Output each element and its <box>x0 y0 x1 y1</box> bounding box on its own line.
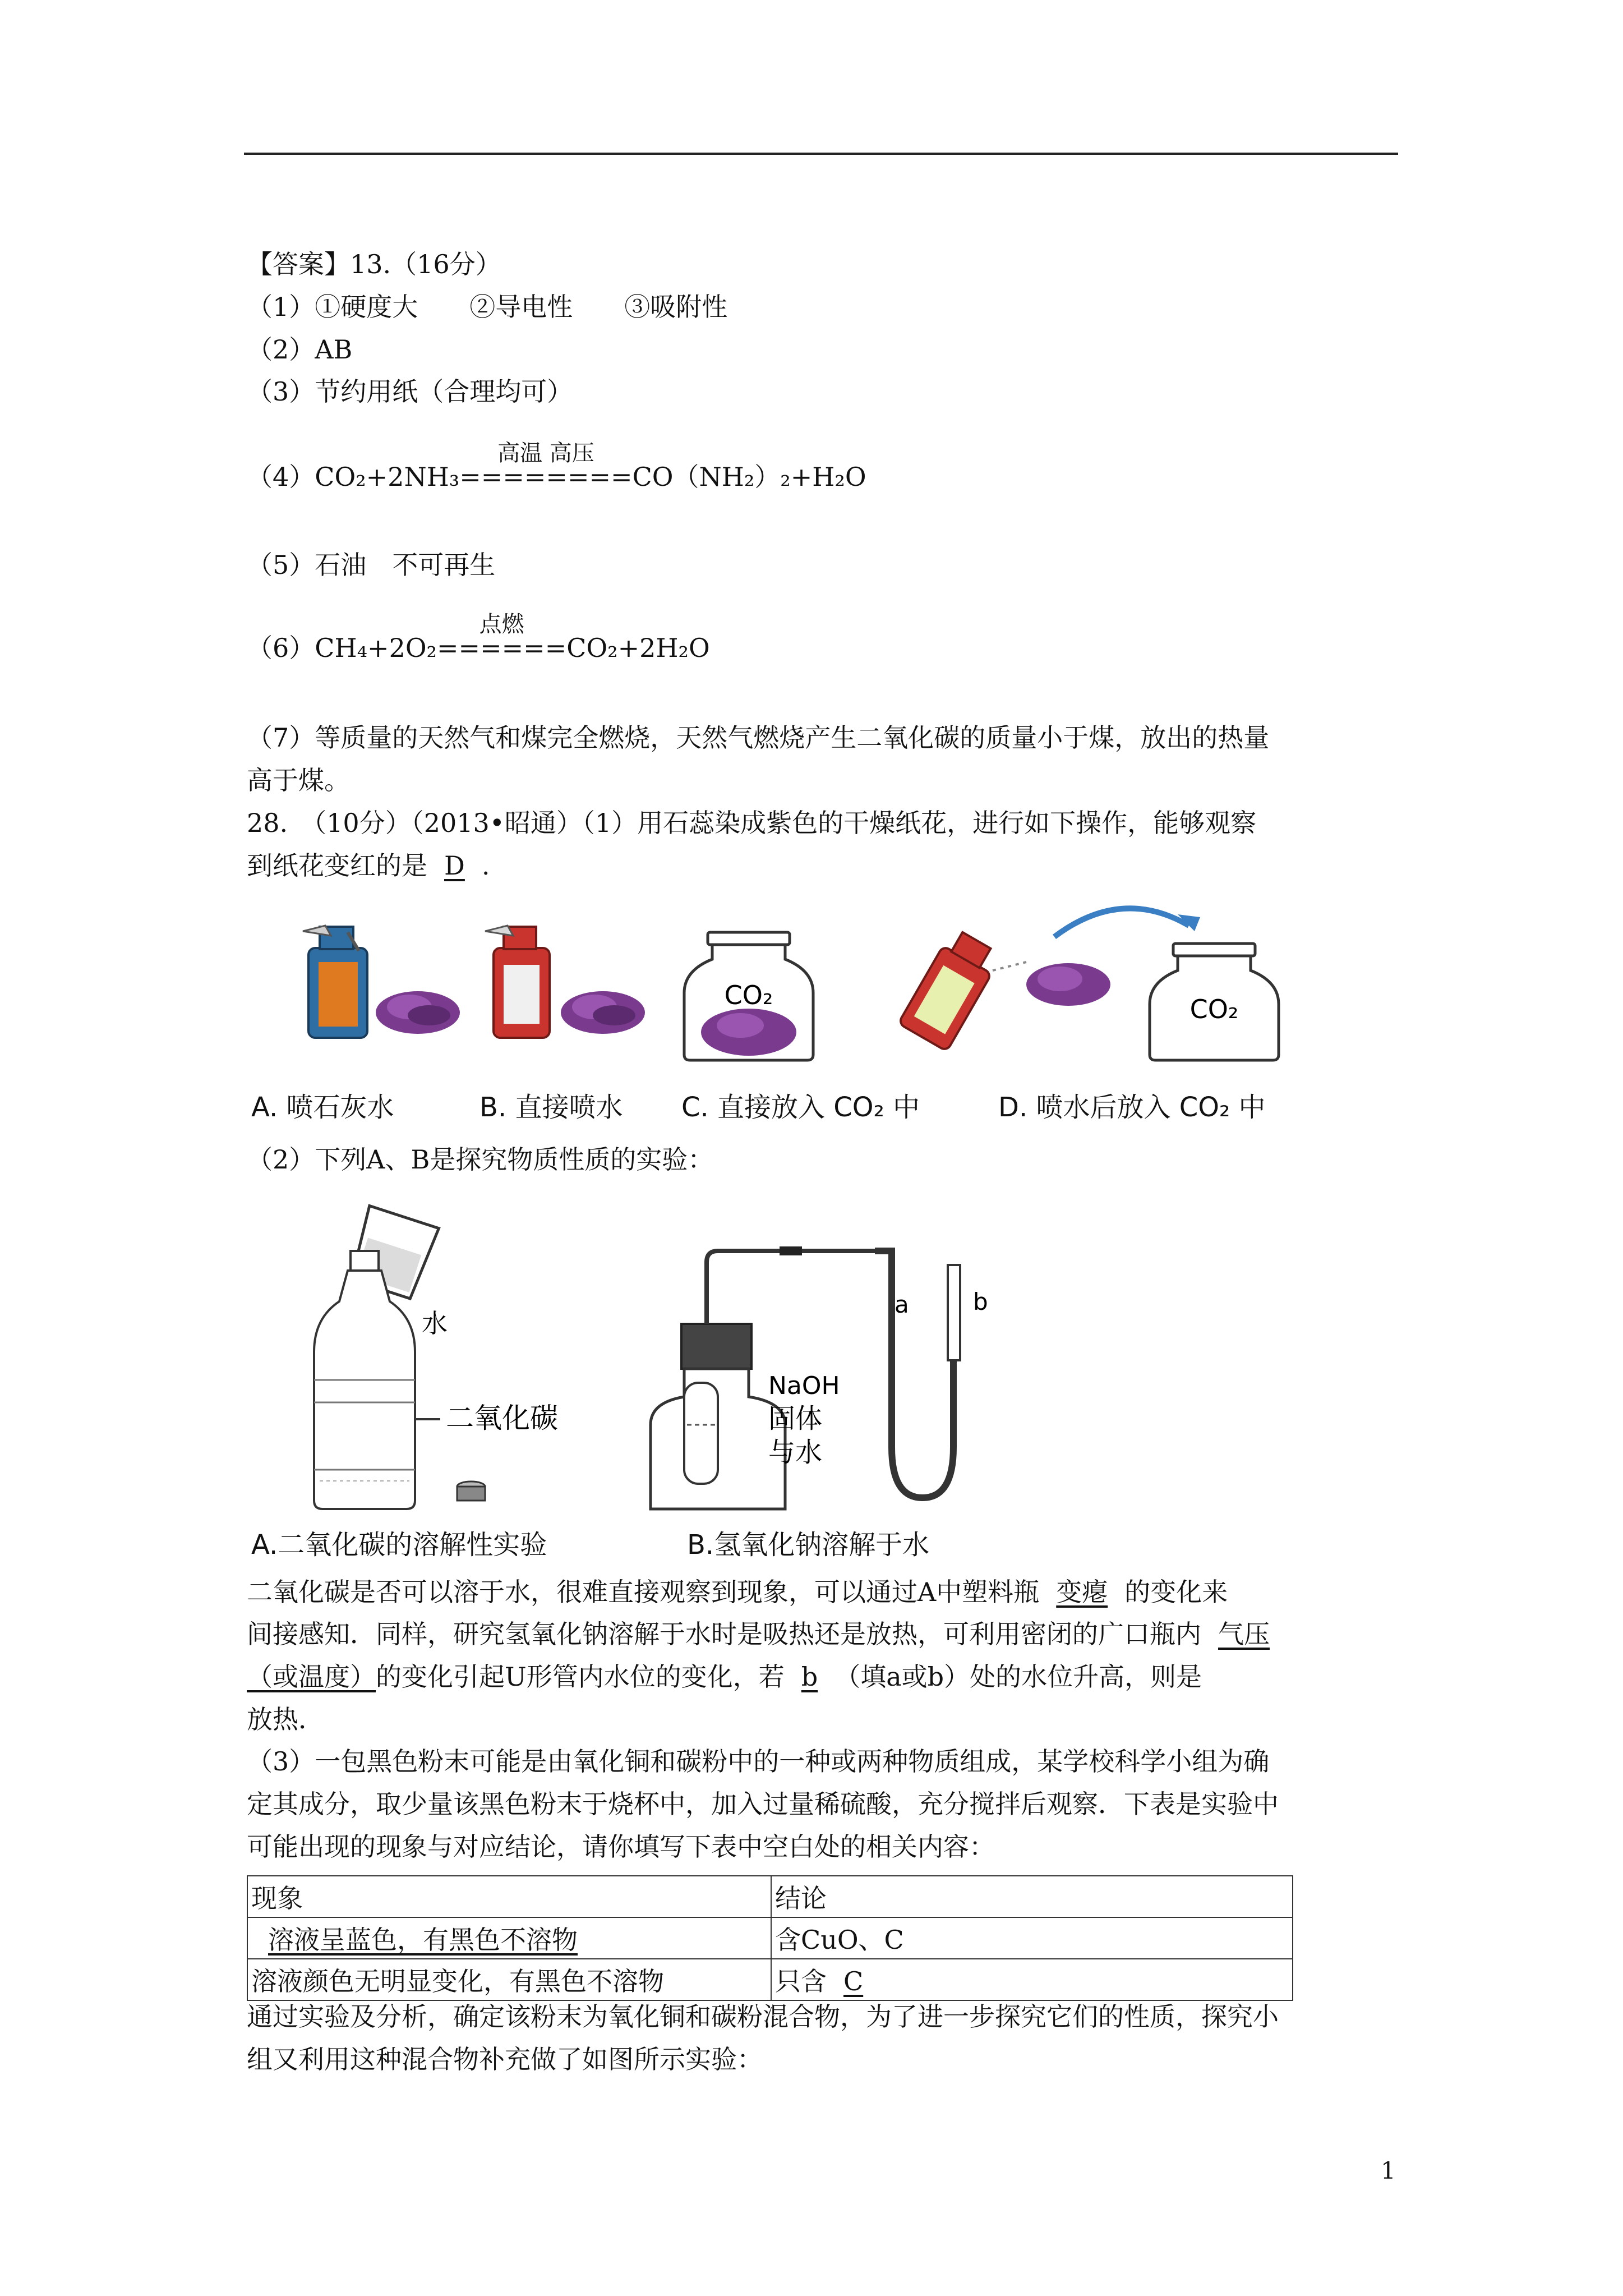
equation-6-condition: 点燃 <box>479 611 524 637</box>
table-cell: 含CuO、C <box>771 1917 1293 1959</box>
table-cell-prefix: 只含 <box>775 1966 827 1996</box>
part-2-line-3-mid: 的变化引起U形管内水位的变化，若 <box>376 1662 785 1692</box>
answer-line-7a: （7）等质量的天然气和煤完全燃烧，天然气燃烧产生二氧化碳的质量小于煤，放出的热量 <box>247 723 1270 753</box>
co2-jar-d-label: CO₂ <box>1189 994 1239 1024</box>
purple-flower-d-icon <box>1026 963 1110 1006</box>
naoh-water-label: 与水 <box>768 1437 823 1468</box>
bottle-cap-icon <box>457 1481 485 1501</box>
answer-blank-deflated: 变瘪 <box>1056 1577 1108 1607</box>
answer-line-5: （5）石油 不可再生 <box>247 550 496 580</box>
equation-4-right: CO（NH₂）₂+H₂O <box>632 462 866 492</box>
part-2-line-1-pre: 二氧化碳是否可以溶于水，很难直接观察到现象，可以通过A中塑料瓶 <box>247 1577 1040 1607</box>
answer-blank-temperature: （或温度） <box>247 1662 376 1692</box>
table-header-row <box>247 1876 1293 1917</box>
co2-jar-c-label: CO₂ <box>724 980 773 1010</box>
answer-blank-c: C <box>843 1966 864 1996</box>
equation-6-right: CO₂+2H₂O <box>566 633 710 663</box>
answer-line-6 <box>247 611 710 665</box>
page-number: 1 <box>1381 2157 1396 2184</box>
line-6-prefix: （6） <box>247 633 315 663</box>
equation-6-left: CH₄+2O₂ <box>315 633 437 663</box>
answer-blank-d: D <box>444 850 465 881</box>
option-b-caption: B. 直接喷水 <box>479 1092 623 1123</box>
table-row <box>247 1959 1293 2000</box>
naoh-label: NaOH <box>768 1372 840 1400</box>
answer-line-7b: 高于煤。 <box>247 765 350 795</box>
u-tube-a-label: a <box>895 1291 909 1318</box>
figure-a-caption: A.二氧化碳的溶解性实验 <box>251 1529 547 1561</box>
part-2-line-1 <box>247 1575 1228 1609</box>
purple-flower-b-icon <box>561 991 645 1034</box>
q28-line-1: 28. （10分）（2013•昭通）（1）用石蕊染成紫色的干燥纸花，进行如下操作，能够观察 <box>247 808 1257 838</box>
wide-mouth-bottle-icon <box>651 1324 785 1509</box>
part-3-line-3: 可能出现的现象与对应结论，请你填写下表中空白处的相关内容： <box>247 1832 995 1862</box>
table-cell <box>771 1959 1293 2000</box>
u-tube-b-label: b <box>973 1288 988 1315</box>
part-2-line-2-pre: 间接感知．同样，研究氢氧化钠溶解于水时是吸热还是放热，可利用密闭的广口瓶内 <box>247 1619 1201 1649</box>
part-3-line-1: （3）一包黑色粉末可能是由氧化铜和碳粉中的一种或两种物质组成，某学校科学小组为确 <box>247 1746 1270 1777</box>
spray-bottle-d-icon <box>898 927 1026 1051</box>
answer-blank-blue-solution: 溶液呈蓝色，有黑色不溶物 <box>268 1925 578 1955</box>
table-cell <box>247 1917 771 1959</box>
solubility-experiment-figure <box>247 1189 1032 1526</box>
part-2-intro: （2）下列A、B是探究物质性质的实验： <box>247 1144 714 1175</box>
spray-bottle-a-icon <box>303 926 367 1038</box>
header-rule <box>244 153 1398 155</box>
naoh-solid-label: 固体 <box>768 1403 823 1434</box>
q28-line-2 <box>247 849 490 882</box>
spray-bottle-b-icon <box>485 926 550 1038</box>
u-tube-icon <box>875 1251 960 1498</box>
connecting-tube <box>707 1251 875 1324</box>
line-4-prefix: （4） <box>247 462 315 492</box>
figure-b-caption: B.氢氧化钠溶解于水 <box>687 1529 930 1561</box>
q28-line-2-post: . <box>481 850 490 881</box>
part-2-line-3 <box>247 1660 1202 1694</box>
answer-blank-b: b <box>801 1662 818 1692</box>
table-header-conclusion: 结论 <box>771 1876 1293 1917</box>
equation-4-condition: 高温 高压 <box>497 440 594 466</box>
purple-flower-a-icon <box>376 991 460 1034</box>
option-c-caption: C. 直接放入 CO₂ 中 <box>681 1092 920 1123</box>
closing-line-2: 组又利用这种混合物补充做了如图所示实验： <box>247 2044 763 2074</box>
equation-6-arrow: 点燃 ====== <box>437 631 566 665</box>
part-2-line-4: 放热． <box>247 1704 324 1734</box>
q28-line-2-pre: 到纸花变红的是 <box>247 850 427 881</box>
table-cell: 溶液颜色无明显变化，有黑色不溶物 <box>247 1959 771 2000</box>
table-header-phenomenon: 现象 <box>247 1876 771 1917</box>
answer-line-2: （2）AB <box>247 334 353 365</box>
option-d-caption: D. 喷水后放入 CO₂ 中 <box>998 1092 1266 1123</box>
part-2-line-2 <box>247 1617 1287 1651</box>
equation-4-arrow: 高温 高压 ======== <box>459 460 632 494</box>
part-2-line-1-post: 的变化来 <box>1124 1577 1228 1607</box>
part-2-line-3-post: （填a或b）处的水位升高，则是 <box>834 1662 1202 1692</box>
transfer-arrow-icon <box>1054 908 1189 937</box>
closing-line-1: 通过实验及分析，确定该粉末为氧化铜和碳粉混合物，为了进一步探究它们的性质，探究小 <box>247 2001 1279 2032</box>
water-label: 水 <box>422 1308 448 1338</box>
answer-line-4 <box>247 440 866 494</box>
co2-label: 二氧化碳 <box>446 1402 558 1434</box>
part-3-line-2: 定其成分，取少量该黑色粉末于烧杯中，加入过量稀硫酸，充分搅拌后观察．下表是实验中 <box>247 1789 1279 1819</box>
equation-4-left: CO₂+2NH₃ <box>315 462 460 492</box>
answer-blank-pressure: 气压 <box>1218 1619 1270 1649</box>
option-a-caption: A. 喷石灰水 <box>251 1092 394 1123</box>
phenomena-conclusion-table <box>247 1875 1293 2001</box>
answer-heading: 【答案】13.（16分） <box>247 249 501 279</box>
table-row <box>247 1917 1293 1959</box>
answer-line-1: （1）①硬度大 ②导电性 ③吸附性 <box>247 292 728 322</box>
tube-joint <box>780 1246 802 1255</box>
answer-line-3: （3）节约用纸（合理均可） <box>247 376 573 407</box>
